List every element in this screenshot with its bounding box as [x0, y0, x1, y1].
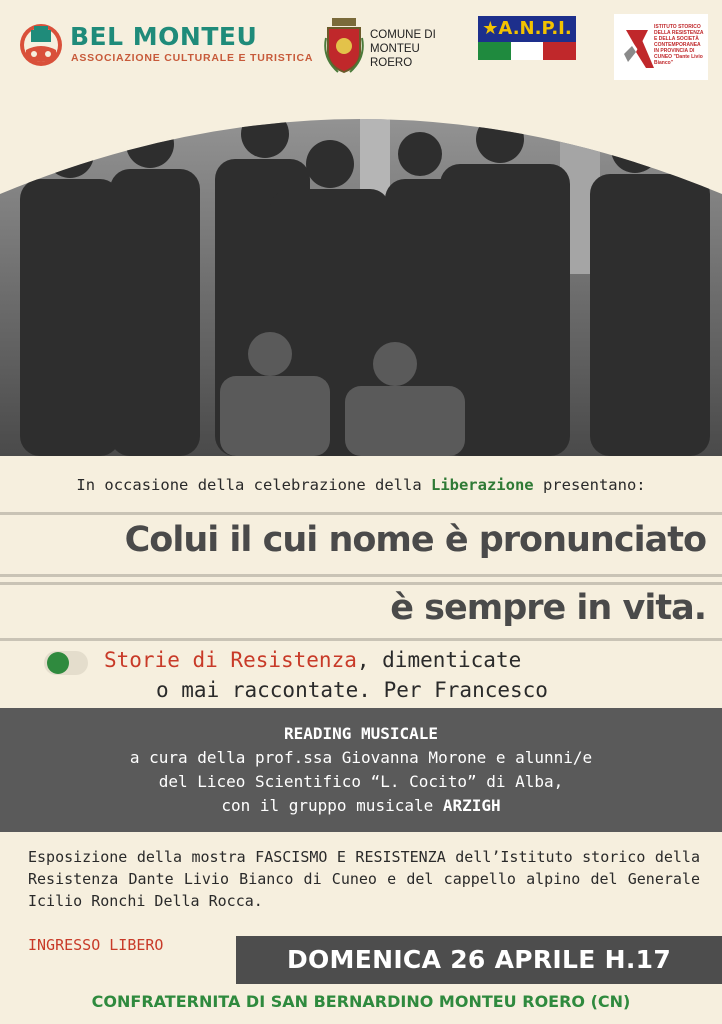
- divider: [0, 512, 722, 515]
- comune-name: COMUNE DI MONTEU ROERO: [370, 29, 436, 69]
- istituto-logo: [614, 14, 708, 80]
- toggle-icon: [44, 650, 88, 676]
- bel-monteu-subtitle: ASSOCIAZIONE CULTURALE E TURISTICA: [71, 52, 314, 64]
- bel-monteu-emblem-icon: [18, 22, 64, 68]
- comune-logo: [324, 14, 454, 74]
- reading-line2: del Liceo Scientifico “L. Cocito” di Alba,: [158, 772, 564, 791]
- reading-line3-prefix: con il gruppo musicale: [221, 796, 443, 815]
- event-title-line1: Colui il cui nome è pronunciato: [124, 520, 706, 560]
- subtitle-line2: o mai raccontate. Per Francesco: [156, 678, 548, 702]
- intro-highlight-liberazione: Liberazione: [430, 476, 534, 494]
- reading-line3: [0, 796, 722, 815]
- event-date: DOMENICA 26 APRILE H.17: [236, 936, 722, 984]
- exhibition-text: Esposizione della mostra FASCISMO E RESISTENZA dell’Istituto storico della Resistenza Dante Livio Bianco di Cuneo e del cappello alpino del Generale Icilio Ronchi Della Rocca.: [28, 848, 700, 910]
- subtitle-line1: [104, 648, 521, 672]
- event-venue: CONFRATERNITA DI SAN BERNARDINO MONTEU ROERO (CN): [91, 992, 631, 1011]
- event-title-line2: è sempre in vita.: [390, 588, 706, 628]
- intro-before: In occasione della celebrazione della: [76, 476, 431, 494]
- partisans-group-photo: [0, 84, 722, 456]
- istituto-name: ISTITUTO STORICO DELLA RESISTENZA E DELLA SOCIETÀ CONTEMPORANEA IN PROVINCIA DI CUNEO "Dante Livio Bianco": [654, 24, 704, 66]
- free-entry-label: INGRESSO LIBERO: [28, 936, 164, 954]
- comune-crest-icon: [324, 18, 364, 74]
- reading-line1: a cura della prof.ssa Giovanna Morone e alunni/e: [129, 748, 593, 767]
- intro-after: presentano:: [533, 476, 646, 494]
- anpi-logo: [478, 16, 576, 62]
- divider: [0, 582, 722, 585]
- music-group-name: ARZIGH: [442, 796, 501, 815]
- reading-band: [0, 708, 722, 832]
- reading-heading: READING MUSICALE: [283, 724, 439, 743]
- anpi-label: ★A.N.P.I.: [478, 16, 576, 42]
- bel-monteu-logo: [18, 18, 314, 74]
- italian-flag-icon: [478, 42, 576, 60]
- divider: [0, 638, 722, 641]
- subtitle-rest: , dimenticate: [356, 648, 522, 672]
- divider: [0, 574, 722, 577]
- bel-monteu-title: BEL MONTEU: [70, 22, 258, 51]
- subtitle-highlight: Storie di Resistenza: [104, 648, 357, 672]
- intro-text: [0, 476, 722, 494]
